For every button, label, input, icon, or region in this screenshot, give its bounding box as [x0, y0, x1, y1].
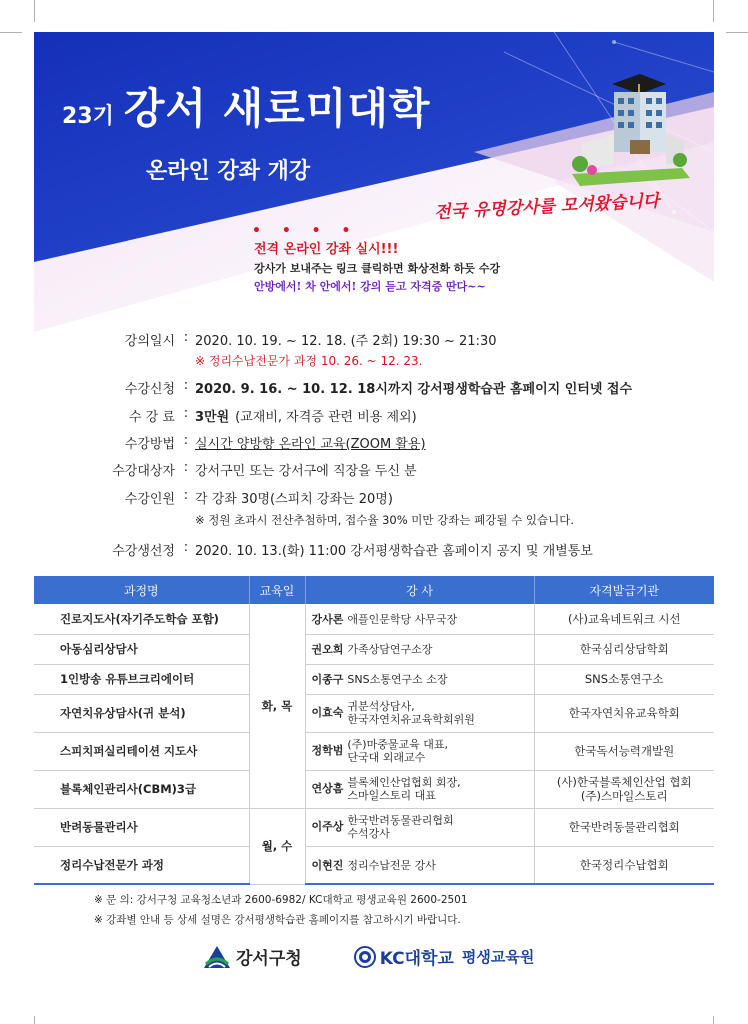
contact-info: ※ 문 의: 강서구청 교육청소년과 2600-6982/ KC대학교 평생교육원 2600-2501: [94, 894, 468, 906]
title-row: [62, 76, 431, 136]
training-days: 월, 수: [249, 808, 305, 884]
instructor-desc: 스마일스토리 대표: [347, 789, 436, 802]
info-note: (교재비, 자격증 관련 비용 제외): [235, 410, 417, 425]
course-name: 스피치퍼실리테이션 지도사: [34, 732, 249, 770]
course-name: 아동심리상담사: [34, 634, 249, 664]
info-label: 수강생선정: [112, 544, 175, 559]
instructor-cell: [305, 846, 534, 884]
issuing-org: (사)교육네트워크 시선: [534, 604, 714, 634]
issuing-org: 한국독서능력개발원: [534, 732, 714, 770]
online-tagline: 안방에서! 차 안에서! 강의 듣고 자격증 딴다~~: [254, 280, 486, 293]
instructor-cell: [305, 770, 534, 808]
instructor-name: 이종구: [311, 673, 344, 686]
info-label: 수강방법: [124, 437, 175, 452]
table-row: [34, 694, 714, 732]
instructor-desc: 수석강사: [347, 827, 390, 840]
course-table: [34, 576, 714, 885]
instructor-desc: 애플인문학당 사무국장: [347, 612, 458, 626]
course-name: 반려동물관리사: [34, 808, 249, 846]
info-label: 수강대상자: [112, 464, 175, 479]
instructor-cell: [305, 694, 534, 732]
issuing-org: [534, 770, 714, 808]
table-row: [34, 770, 714, 808]
instructor-cell: [305, 604, 534, 634]
guide-note: ※ 강좌별 안내 등 상세 설명은 강서평생학습관 홈페이지를 참고하시기 바랍니다.: [94, 914, 461, 926]
gangseo-emblem-icon: [204, 946, 230, 968]
info-fee: [34, 406, 417, 425]
training-days: 화, 목: [249, 604, 305, 808]
gangseo-logo: [204, 944, 302, 969]
kc-logo-subtext: 평생교육원: [461, 948, 535, 966]
instructor-desc: 귀분석상담사,: [347, 700, 415, 713]
instructor-desc: 단국대 외래교수: [347, 751, 426, 764]
instructor-cell: [305, 664, 534, 694]
info-colon: :: [183, 330, 189, 345]
table-row: [34, 634, 714, 664]
page-title: 강서 새로미대학: [123, 84, 431, 133]
info-label: 강의일시: [124, 334, 175, 349]
table-row: [34, 664, 714, 694]
column-header: 강 사: [305, 576, 534, 604]
info-colon: :: [183, 540, 189, 555]
info-apply: [34, 378, 632, 397]
course-name: 블록체인관리사(CBM)3급: [34, 770, 249, 808]
issuing-org: 한국자연치유교육학회: [534, 694, 714, 732]
instructor-desc: 가족상담연구소장: [347, 643, 433, 656]
instructor-desc: 블록체인산업협회 회장,: [347, 776, 461, 789]
instructor-cell: [305, 634, 534, 664]
info-value: 강서구민 또는 강서구에 직장을 두신 분: [195, 464, 417, 479]
instructor-name: 강사론: [311, 612, 344, 626]
crop-mark: [713, 0, 714, 22]
course-name: 자연치유상담사(귀 분석): [34, 694, 249, 732]
info-label: 수 강 료: [129, 410, 175, 425]
instructor-cell: [305, 732, 534, 770]
hero-banner: [34, 32, 714, 332]
info-label: 수강신청: [124, 382, 175, 397]
instructor-desc: SNS소통연구소 소장: [347, 673, 448, 686]
flyer: [34, 32, 714, 1016]
crop-mark: [726, 32, 748, 33]
info-value: 각 강좌 30명(스피치 강좌는 20명): [195, 492, 393, 507]
slogan: 전국 유명강사를 모셔왔습니다: [433, 191, 660, 223]
instructor-desc: 한국반려동물관리협회: [347, 814, 454, 827]
instructor-name: 이효숙: [311, 706, 344, 719]
info-value: 2020. 9. 16. ~ 10. 12. 18시까지 강서평생학습관 홈페이지 인터넷 접수: [195, 382, 633, 397]
page-subtitle: 온라인 강좌 개강: [146, 159, 311, 184]
column-header: 교육일: [249, 576, 305, 604]
info-capacity-note: [34, 512, 574, 528]
issuing-org-line: (사)한국블록체인산업 협회: [556, 775, 692, 789]
instructor-name: 연상흠: [311, 782, 344, 795]
info-label: 수강인원: [124, 492, 175, 507]
crop-mark: [34, 0, 35, 22]
kc-logo-text: KC대학교: [379, 949, 454, 969]
issuing-org: SNS소통연구소: [534, 664, 714, 694]
info-colon: :: [183, 433, 189, 448]
instructor-desc: (주)마중물교육 대표,: [347, 738, 448, 751]
table-row: [34, 846, 714, 884]
instructor-name: 이현진: [311, 858, 344, 872]
info-colon: :: [183, 406, 189, 421]
info-value: 3만원: [195, 410, 230, 425]
issuing-org: 한국정리수납협회: [534, 846, 714, 884]
university-building-icon: [562, 74, 692, 189]
table-row: [34, 808, 714, 846]
kc-university-logo: [354, 944, 535, 969]
crop-mark: [0, 32, 22, 33]
instructor-desc: 정리수납전문 강사: [347, 858, 436, 872]
info-selection: [34, 540, 593, 559]
instructor-cell: [305, 808, 534, 846]
info-value: 2020. 10. 13.(화) 11:00 강서평생학습관 홈페이지 공지 및 개별통보: [195, 544, 593, 559]
info-colon: :: [183, 460, 189, 475]
info-target: [34, 460, 417, 479]
info-value: 실시간 양방향 온라인 교육(ZOOM 활용): [195, 437, 426, 452]
instructor-name: 정학범: [311, 744, 344, 757]
table-row: [34, 732, 714, 770]
info-period: [34, 330, 496, 349]
instructor-desc: 한국자연치유교육학회위원: [347, 713, 475, 726]
info-value: 2020. 10. 19. ~ 12. 18. (주 2회) 19:30 ~ 21:30: [195, 334, 497, 349]
info-note: ※ 정리수납전문가 과정 10. 26. ~ 12. 23.: [195, 354, 423, 368]
column-header: 자격발급기관: [534, 576, 714, 604]
table-row: [34, 604, 714, 634]
info-note: ※ 정원 초과시 전산추첨하며, 접수율 30% 미만 강좌는 폐강될 수 있습니다.: [195, 513, 575, 527]
sponsor-logos: [204, 944, 534, 969]
info-capacity: [34, 488, 393, 507]
course-name: 1인방송 유튜브크리에이터: [34, 664, 249, 694]
table-header-row: [34, 576, 714, 604]
issuing-org: 한국심리상담학회: [534, 634, 714, 664]
info-colon: :: [183, 378, 189, 393]
course-name: 정리수납전문가 과정: [34, 846, 249, 884]
kc-emblem-icon: [354, 946, 376, 968]
course-name: 진로지도사(자기주도학습 포함): [34, 604, 249, 634]
column-header: 과정명: [34, 576, 249, 604]
instructor-name: 이주상: [311, 820, 344, 833]
online-description: 강사가 보내주는 링크 클릭하면 화상전화 하듯 수강: [254, 262, 501, 275]
generation-label: 23기: [62, 104, 114, 129]
instructor-name: 권오희: [311, 643, 344, 656]
decorative-dots: • • • •: [252, 223, 359, 239]
gangseo-logo-text: 강서구청: [236, 949, 302, 969]
issuing-org-line: (주)스마일스토리: [580, 789, 668, 803]
info-colon: :: [183, 488, 189, 503]
info-method: [34, 433, 426, 452]
info-period-note: [34, 352, 422, 369]
online-announcement: 전격 온라인 강좌 실시!!!: [254, 242, 399, 257]
issuing-org: 한국반려동물관리협회: [534, 808, 714, 846]
